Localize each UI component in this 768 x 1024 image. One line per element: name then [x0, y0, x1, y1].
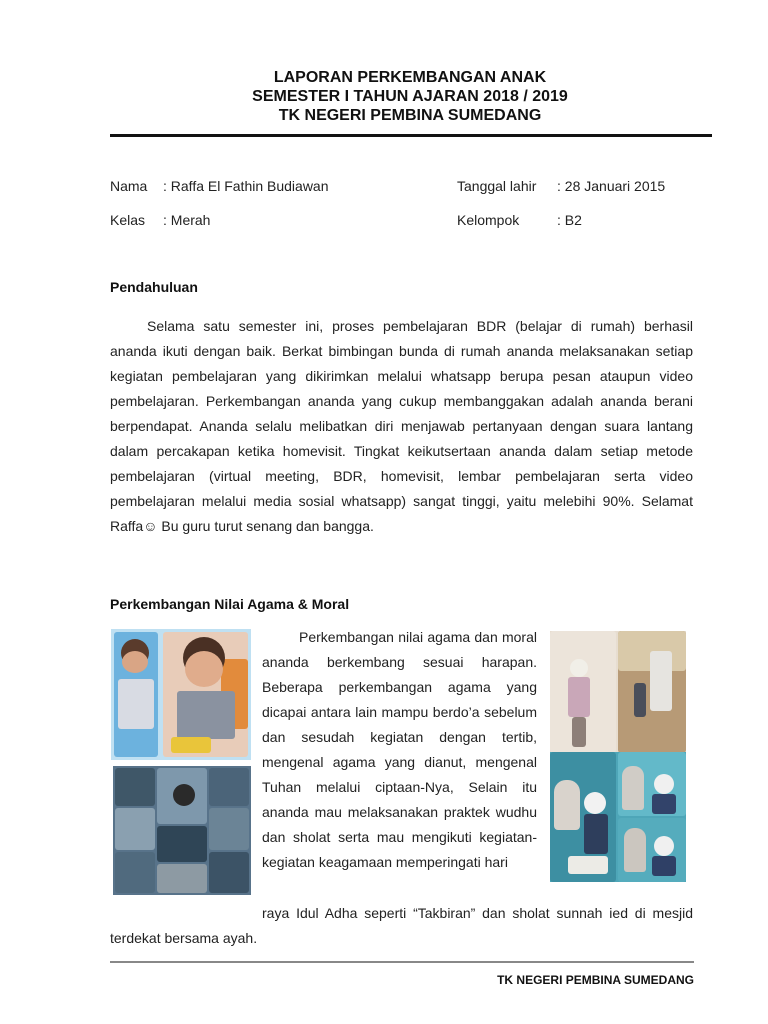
pendahuluan-paragraph: Selama satu semester ini, proses pembelajaran BDR (belajar di rumah) berhasil ananda ikuti dengan baik. Berkat bimbingan bunda di rumah ananda melaksanakan setiap kegiatan pembelajaran yang dikirimkan melalui whatsapp berupa pesan ataupun video pembelajaran. Perkembangan ananda yang cukup membanggakan adalah ananda berani berpendapat. Ananda selalu melibatkan diri menjawab pertanyaan dengan suara lantang dalam percakapan ketika homevisit. Tingkat keikutsertaan ananda dalam setiap metode pembelajaran (virtual meeting, BDR, homevisit, lembar pembelajaran serta video pembelajaran melalui media sosial whatsapp) sangat tinggi, yaitu melebihi 90%. Selamat Raffa☺ Bu guru turut senang dan bangga. — [110, 318, 693, 534]
kelompok-value: : B2 — [557, 212, 582, 228]
report-header — [110, 68, 710, 125]
family-prayer-photo — [550, 752, 686, 882]
agama-moral-paragraph: Perkembangan nilai agama dan moral ananda berkembang sesuai harapan. Beberapa perkembangan agama yang dicapai antara lain mampu berdo’a sebelum dan sesudah kegiatan dengan tertib, mengenal agama yang dianut, mengenal Tuhan melalui ciptaan-Nya, Selain itu ananda mau melaksanakan praktek wudhu dan sholat serta mau mengikuti kegiatan-kegiatan keagamaan memperingati hari — [262, 629, 537, 870]
report-school: TK NEGERI PEMBINA SUMEDANG — [278, 107, 542, 124]
kelas-value: : Merah — [163, 212, 211, 228]
nama-label: Nama — [110, 178, 148, 194]
footer-school-name: TK NEGERI PEMBINA SUMEDANG — [497, 973, 694, 987]
agama-moral-paragraph-end: raya Idul Adha seperti “Takbiran” dan sholat sunnah ied di mesjid terdekat bersama ayah. — [110, 905, 693, 946]
tanggal-lahir-label: Tanggal lahir — [457, 178, 537, 194]
footer-divider — [110, 961, 694, 963]
wudhu-collage-photo — [113, 766, 251, 895]
kelompok-label: Kelompok — [457, 212, 520, 228]
outdoor-walk-photo — [550, 631, 686, 753]
agama-moral-heading: Perkembangan Nilai Agama & Moral — [110, 596, 350, 612]
report-semester: SEMESTER I TAHUN AJARAN 2018 / 2019 — [252, 88, 568, 105]
child-portrait-photo — [111, 629, 251, 760]
header-divider — [110, 134, 712, 137]
report-title: LAPORAN PERKEMBANGAN ANAK — [273, 69, 547, 86]
kelas-label: Kelas — [110, 212, 146, 228]
pendahuluan-heading: Pendahuluan — [110, 279, 198, 295]
nama-value: : Raffa El Fathin Budiawan — [163, 178, 329, 194]
tanggal-lahir-value: : 28 Januari 2015 — [557, 178, 666, 194]
